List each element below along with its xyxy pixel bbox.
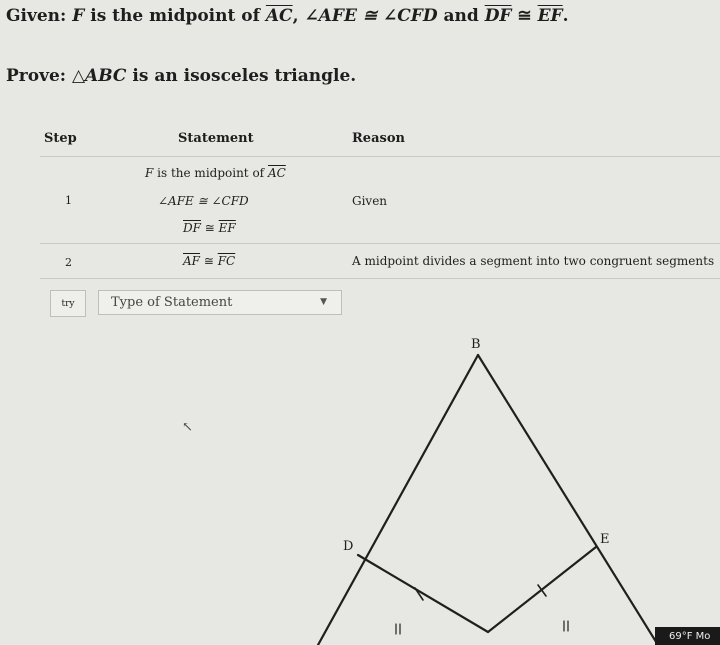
row1-step: 1: [65, 194, 72, 207]
chevron-down-icon: ▼: [320, 297, 327, 307]
header-reason: Reason: [352, 131, 405, 146]
header-statement: Statement: [178, 131, 254, 146]
row1-var-F: F: [145, 166, 154, 180]
given-text: is the midpoint of: [90, 6, 260, 26]
row1-reason: Given: [352, 194, 388, 208]
row1-text: is the midpoint of: [157, 166, 265, 180]
header-step: Step: [44, 131, 77, 146]
given-segment-AC: $\overline{AC}$: [265, 6, 293, 26]
row1-cong: ≅: [204, 221, 215, 235]
label-D: D: [343, 539, 354, 554]
label-E: E: [600, 532, 610, 547]
side-BC: [478, 355, 658, 645]
weather-text: 69°F Mo: [669, 630, 711, 642]
row1-seg-AC: $\overline{AC}$: [267, 166, 286, 180]
given-and: and: [443, 6, 479, 26]
row2-reason: A midpoint divides a segment into two congruent segments: [352, 254, 715, 268]
row1-seg-EF: $\overline{EF}$: [218, 221, 236, 235]
taskbar-weather[interactable]: [655, 627, 720, 645]
given-comma: ,: [292, 6, 299, 26]
prove-text: is an isosceles triangle.: [132, 66, 357, 86]
row2-step: 2: [65, 256, 72, 269]
given-cong: ≅: [517, 6, 532, 26]
row2-cong: ≅: [203, 254, 214, 268]
given-period: .: [562, 6, 569, 26]
given-segment-DF: $\overline{DF}$: [484, 6, 512, 26]
statement-type-placeholder: Type of Statement: [111, 295, 233, 310]
given-prefix: Given:: [6, 6, 67, 26]
row2-seg-AF: $\overline{AF}$: [183, 254, 200, 268]
given-angles: ∠AFE ≅ ∠CFD: [304, 6, 438, 26]
row1-statement-b: ∠AFE ≅ ∠CFD: [158, 194, 249, 208]
given-F: F: [72, 6, 85, 26]
segment-DF: [358, 555, 488, 632]
label-B: B: [471, 337, 481, 352]
prove-prefix: Prove:: [6, 66, 67, 86]
mouse-cursor-icon: ↖: [182, 420, 193, 435]
given-segment-EF: $\overline{EF}$: [537, 6, 563, 26]
row2-seg-FC: $\overline{FC}$: [217, 254, 236, 268]
prove-triangle: △ABC: [71, 66, 127, 86]
side-BA: [318, 355, 478, 645]
try-step-label: try: [50, 290, 86, 317]
row1-seg-DF: $\overline{DF}$: [183, 221, 201, 235]
